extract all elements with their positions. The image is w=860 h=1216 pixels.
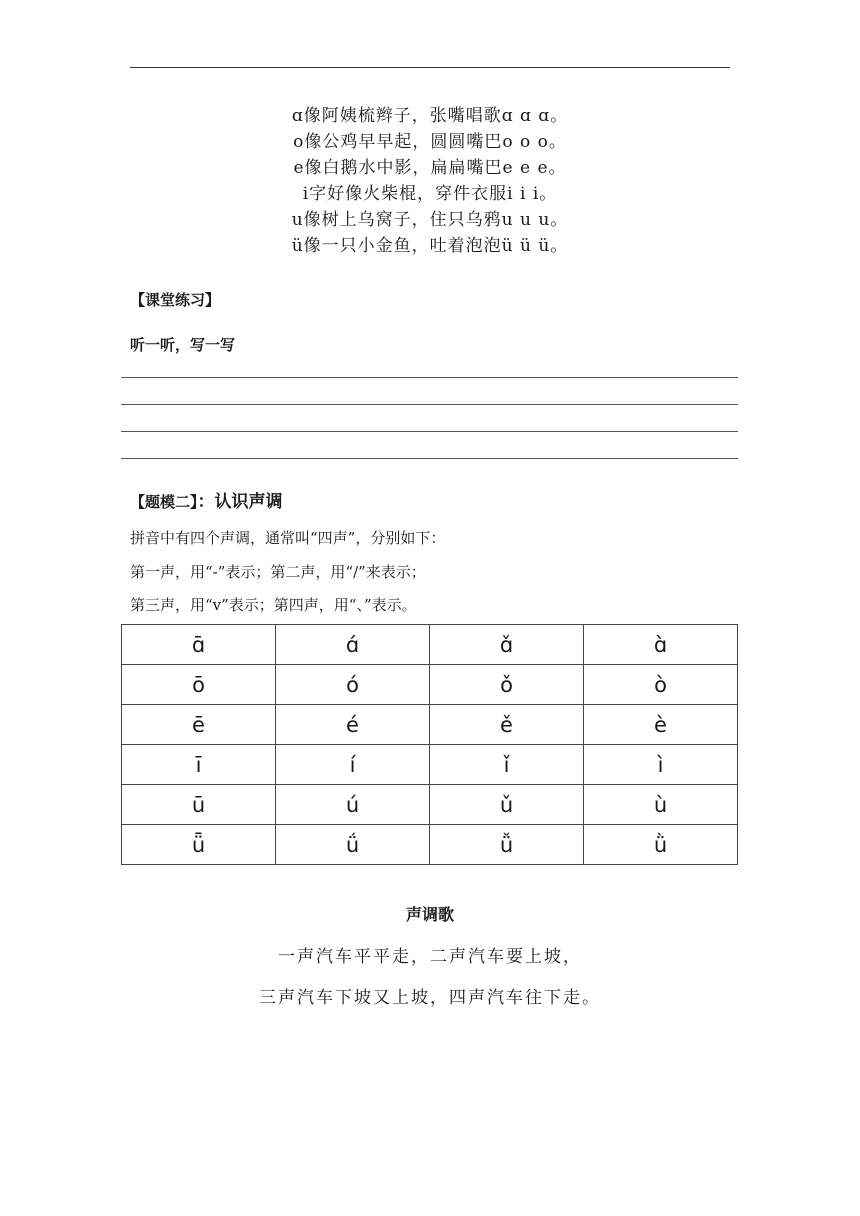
tone-cell: ú — [276, 785, 430, 825]
table-row — [122, 745, 738, 785]
tone-cell: é — [276, 705, 430, 745]
tone-cell: ǜ — [584, 825, 738, 865]
table-row — [122, 625, 738, 665]
tone-cell: ì — [584, 745, 738, 785]
tone-cell: ɑ̀ — [584, 625, 738, 665]
table-row — [122, 705, 738, 745]
tone-cell: ī — [122, 745, 276, 785]
tone-cell: í — [276, 745, 430, 785]
table-row — [122, 825, 738, 865]
song-line: 三声汽车下坡又上坡，四声汽车往下走。 — [259, 988, 601, 1008]
rhyme-line-o: o像公鸡早早起，圆圆嘴巴o o o。 — [293, 132, 567, 152]
table-row — [122, 665, 738, 705]
tone-cell: è — [584, 705, 738, 745]
rhyme-line-e: e像白鹅水中影，扁扁嘴巴e e e。 — [293, 158, 567, 178]
tone-cell: ǒ — [430, 665, 584, 705]
tones-desc-1: 第一声，用“-”表示；第二声，用“/”来表示； — [130, 563, 426, 581]
tones-intro: 拼音中有四个声调，通常叫“四声”，分别如下： — [130, 529, 446, 547]
song-line: 一声汽车平平走，二声汽车要上坡， — [278, 947, 582, 967]
practice-prompt: 听一听，写一写 — [130, 336, 236, 354]
tone-table — [121, 624, 738, 865]
rhyme-line-u: u像树上乌窝子，住只乌鸦u u u。 — [291, 210, 569, 230]
tone-cell: ǘ — [276, 825, 430, 865]
module2-bracket-label: 【题模二】 — [130, 493, 198, 511]
tone-cell: ě — [430, 705, 584, 745]
tone-cell: ɑ̄ — [122, 625, 276, 665]
song-title: 声调歌 — [405, 905, 454, 924]
practice-label: 【课堂练习】 — [130, 291, 221, 309]
tone-cell: ū — [122, 785, 276, 825]
tones-desc-2: 第三声，用“v”表示；第四声，用“、”表示。 — [130, 596, 417, 614]
header-rule — [130, 67, 730, 68]
tone-cell: ǚ — [430, 825, 584, 865]
table-row — [122, 785, 738, 825]
tone-cell: ō — [122, 665, 276, 705]
tone-cell: ē — [122, 705, 276, 745]
writing-line — [121, 431, 738, 432]
tone-cell: ǐ — [430, 745, 584, 785]
rhyme-line-a: ɑ像阿姨梳辫子，张嘴唱歌ɑ ɑ ɑ。 — [291, 106, 569, 126]
rhyme-line-i: i字好像火柴棍，穿件衣服i i i。 — [302, 184, 558, 204]
tone-cell: ǖ — [122, 825, 276, 865]
tone-cell: ǔ — [430, 785, 584, 825]
writing-line — [121, 404, 738, 405]
writing-line — [121, 377, 738, 378]
tone-cell: ù — [584, 785, 738, 825]
module2-title: ：认识声调 — [197, 492, 283, 512]
tone-cell: ɑ̌ — [430, 625, 584, 665]
tone-cell: ɑ́ — [276, 625, 430, 665]
vowel-rhyme — [0, 103, 860, 259]
tone-cell: ò — [584, 665, 738, 705]
writing-line — [121, 458, 738, 459]
module2-heading — [130, 487, 283, 512]
rhyme-line-v: ü像一只小金鱼，吐着泡泡ü ü ü。 — [291, 236, 569, 256]
tone-cell: ó — [276, 665, 430, 705]
